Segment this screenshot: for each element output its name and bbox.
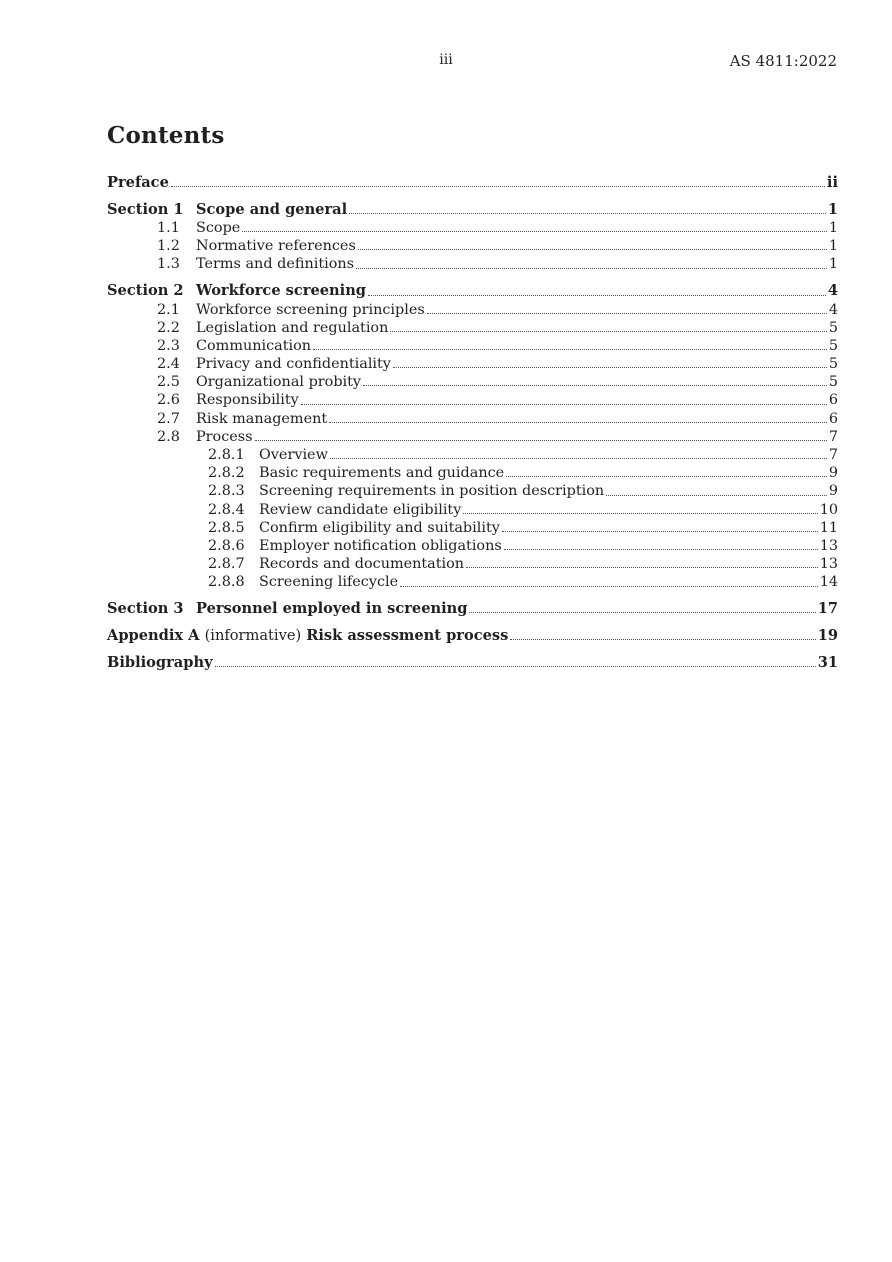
dot-leader <box>215 665 816 667</box>
toc-entry-page: 19 <box>817 627 838 645</box>
toc-entry[interactable] <box>107 219 838 237</box>
toc-entry-label: Communication <box>196 337 312 354</box>
dot-leader <box>427 312 827 314</box>
dot-leader <box>329 421 827 423</box>
toc-entry[interactable] <box>107 373 838 391</box>
toc-entry-informative-tag: (informative) <box>204 627 302 645</box>
toc-entry-number: 2.5 <box>157 374 180 391</box>
toc-entry-label: Screening requirements in position description <box>259 483 605 500</box>
toc-entry[interactable] <box>107 391 838 409</box>
toc-entry-page: 9 <box>828 483 838 500</box>
toc-entry-page: 9 <box>828 465 838 482</box>
toc-entry-page: 31 <box>817 653 838 671</box>
dot-leader <box>466 566 818 568</box>
toc-entry-label: Normative references <box>196 238 356 255</box>
toc-entry[interactable] <box>107 237 838 255</box>
toc-entry-page: 11 <box>819 519 838 536</box>
toc-entry-page: 1 <box>828 238 838 255</box>
toc-entry-page: 1 <box>828 256 838 273</box>
toc-entry-number: 2.8.4 <box>208 501 245 518</box>
toc-entry-label: Legislation and regulation <box>196 319 389 336</box>
dot-leader <box>171 185 825 187</box>
dot-leader <box>363 384 827 386</box>
dot-leader <box>255 439 827 441</box>
toc-entry-number: 1.3 <box>157 256 180 273</box>
toc-entry-page: 17 <box>817 600 838 618</box>
toc-entry-page: 5 <box>828 374 838 391</box>
toc-entry[interactable] <box>107 255 838 273</box>
toc-entry-number: Section 3 <box>107 600 184 618</box>
toc-entry-page: 14 <box>819 574 838 591</box>
dot-leader <box>301 403 827 405</box>
toc-entry-page: 7 <box>828 447 838 463</box>
toc-entry-label-prefix: Appendix A <box>107 627 200 645</box>
dot-leader <box>400 585 818 587</box>
toc-entry-page: 4 <box>828 301 838 318</box>
toc-entry[interactable] <box>107 337 838 355</box>
toc-entry-page: 1 <box>828 220 838 237</box>
toc-entry-number: 2.6 <box>157 392 180 409</box>
toc-entry-number: 2.8.8 <box>208 574 245 591</box>
toc-entry-label: Workforce screening principles <box>196 301 425 318</box>
toc-entry-label: Preface <box>107 174 169 191</box>
toc-entry-page: 13 <box>819 537 838 554</box>
dot-leader <box>469 611 815 613</box>
toc-entry-page: 5 <box>828 319 838 336</box>
toc-entry-label: Employer notification obligations <box>259 537 502 554</box>
dot-leader <box>368 294 826 296</box>
toc-entry[interactable] <box>107 410 838 428</box>
toc-entry-number: 2.8.3 <box>208 483 245 500</box>
toc-entry-label: Risk management <box>196 410 328 427</box>
page-title: Contents <box>107 122 225 149</box>
toc-entry[interactable] <box>107 501 838 519</box>
toc-entry-label: Organizational probity <box>196 374 362 391</box>
toc-entry-label: Screening lifecycle <box>259 574 399 591</box>
toc-entry[interactable] <box>107 464 838 482</box>
toc-entry-number: 2.1 <box>157 301 180 318</box>
toc-entry-label: Basic requirements and guidance <box>259 465 505 482</box>
toc-entry[interactable] <box>107 600 838 618</box>
dot-leader <box>502 530 818 532</box>
toc-entry-number: 2.2 <box>157 319 180 336</box>
dot-leader <box>393 366 827 368</box>
toc-entry[interactable] <box>107 573 838 591</box>
toc-entry-page: 5 <box>828 356 838 373</box>
toc-entry-page: 5 <box>828 337 838 354</box>
page-number: iii <box>439 52 453 68</box>
toc-entry-number: 2.8.7 <box>208 556 245 573</box>
toc-entry-label: Confirm eligibility and suitability <box>259 519 500 536</box>
dot-leader <box>506 475 827 477</box>
toc-entry[interactable] <box>107 627 838 645</box>
toc-entry[interactable] <box>107 555 838 573</box>
dot-leader <box>330 457 827 459</box>
toc-entry-label: Scope and general <box>196 200 348 218</box>
toc-entry-label: Records and documentation <box>259 556 465 573</box>
toc-entry-label: Terms and definitions <box>196 256 355 273</box>
toc-entry-page: 10 <box>819 501 838 518</box>
toc-entry-label: Privacy and confidentiality <box>196 356 391 373</box>
toc-entry-number: Section 2 <box>107 282 184 300</box>
toc-entry-number: Section 1 <box>107 200 184 218</box>
toc-entry[interactable] <box>107 482 838 500</box>
table-of-contents <box>107 174 838 672</box>
toc-entry-page: 13 <box>819 556 838 573</box>
standard-id: AS 4811:2022 <box>729 52 837 70</box>
toc-entry[interactable] <box>107 537 838 555</box>
toc-entry[interactable] <box>107 519 838 537</box>
toc-entry-number: 1.1 <box>157 220 180 237</box>
toc-entry-label-text: Risk assessment process <box>306 627 509 645</box>
toc-entry-number: 2.8.5 <box>208 519 245 536</box>
toc-entry-label: Responsibility <box>196 392 299 409</box>
toc-entry-label: Bibliography <box>107 653 213 671</box>
toc-entry-number: 2.3 <box>157 337 180 354</box>
toc-entry[interactable] <box>107 319 838 337</box>
toc-entry-label: Personnel employed in screening <box>196 600 468 618</box>
toc-entry-label: Review candidate eligibility <box>259 501 462 518</box>
toc-entry[interactable] <box>107 301 838 319</box>
dot-leader <box>358 248 827 250</box>
toc-entry-page: 6 <box>828 392 838 409</box>
dot-leader <box>463 512 817 514</box>
toc-entry-number: 2.8.2 <box>208 465 245 482</box>
toc-entry[interactable] <box>107 282 838 300</box>
toc-entry-number: 2.8 <box>157 428 180 445</box>
toc-entry-page: 4 <box>827 282 838 300</box>
toc-entry-number: 2.8.1 <box>208 447 245 463</box>
dot-leader <box>349 212 826 214</box>
toc-entry-number: 2.4 <box>157 356 180 373</box>
dot-leader <box>356 267 827 269</box>
toc-entry[interactable] <box>107 654 838 672</box>
toc-entry-label: Process <box>196 428 253 445</box>
toc-entry-number: 2.7 <box>157 410 180 427</box>
dot-leader <box>606 494 827 496</box>
toc-entry-page: 1 <box>827 200 838 218</box>
toc-entry[interactable] <box>107 201 838 219</box>
toc-entry-page: ii <box>826 174 838 191</box>
dot-leader <box>313 348 827 350</box>
toc-entry[interactable] <box>107 174 838 192</box>
toc-entry[interactable] <box>107 446 838 464</box>
dot-leader <box>242 230 827 232</box>
toc-entry-page: 7 <box>828 428 838 445</box>
toc-entry-number: 2.8.6 <box>208 537 245 554</box>
toc-entry-label <box>107 627 508 645</box>
toc-entry-label: Scope <box>196 220 241 237</box>
toc-entry-label: Workforce screening <box>196 282 367 300</box>
toc-entry[interactable] <box>107 355 838 373</box>
toc-entry-page: 6 <box>828 410 838 427</box>
toc-entry-number: 1.2 <box>157 238 180 255</box>
toc-entry-label: Overview <box>259 447 328 463</box>
dot-leader <box>504 548 818 550</box>
dot-leader <box>510 638 815 640</box>
toc-entry[interactable] <box>107 428 838 446</box>
dot-leader <box>390 330 826 332</box>
